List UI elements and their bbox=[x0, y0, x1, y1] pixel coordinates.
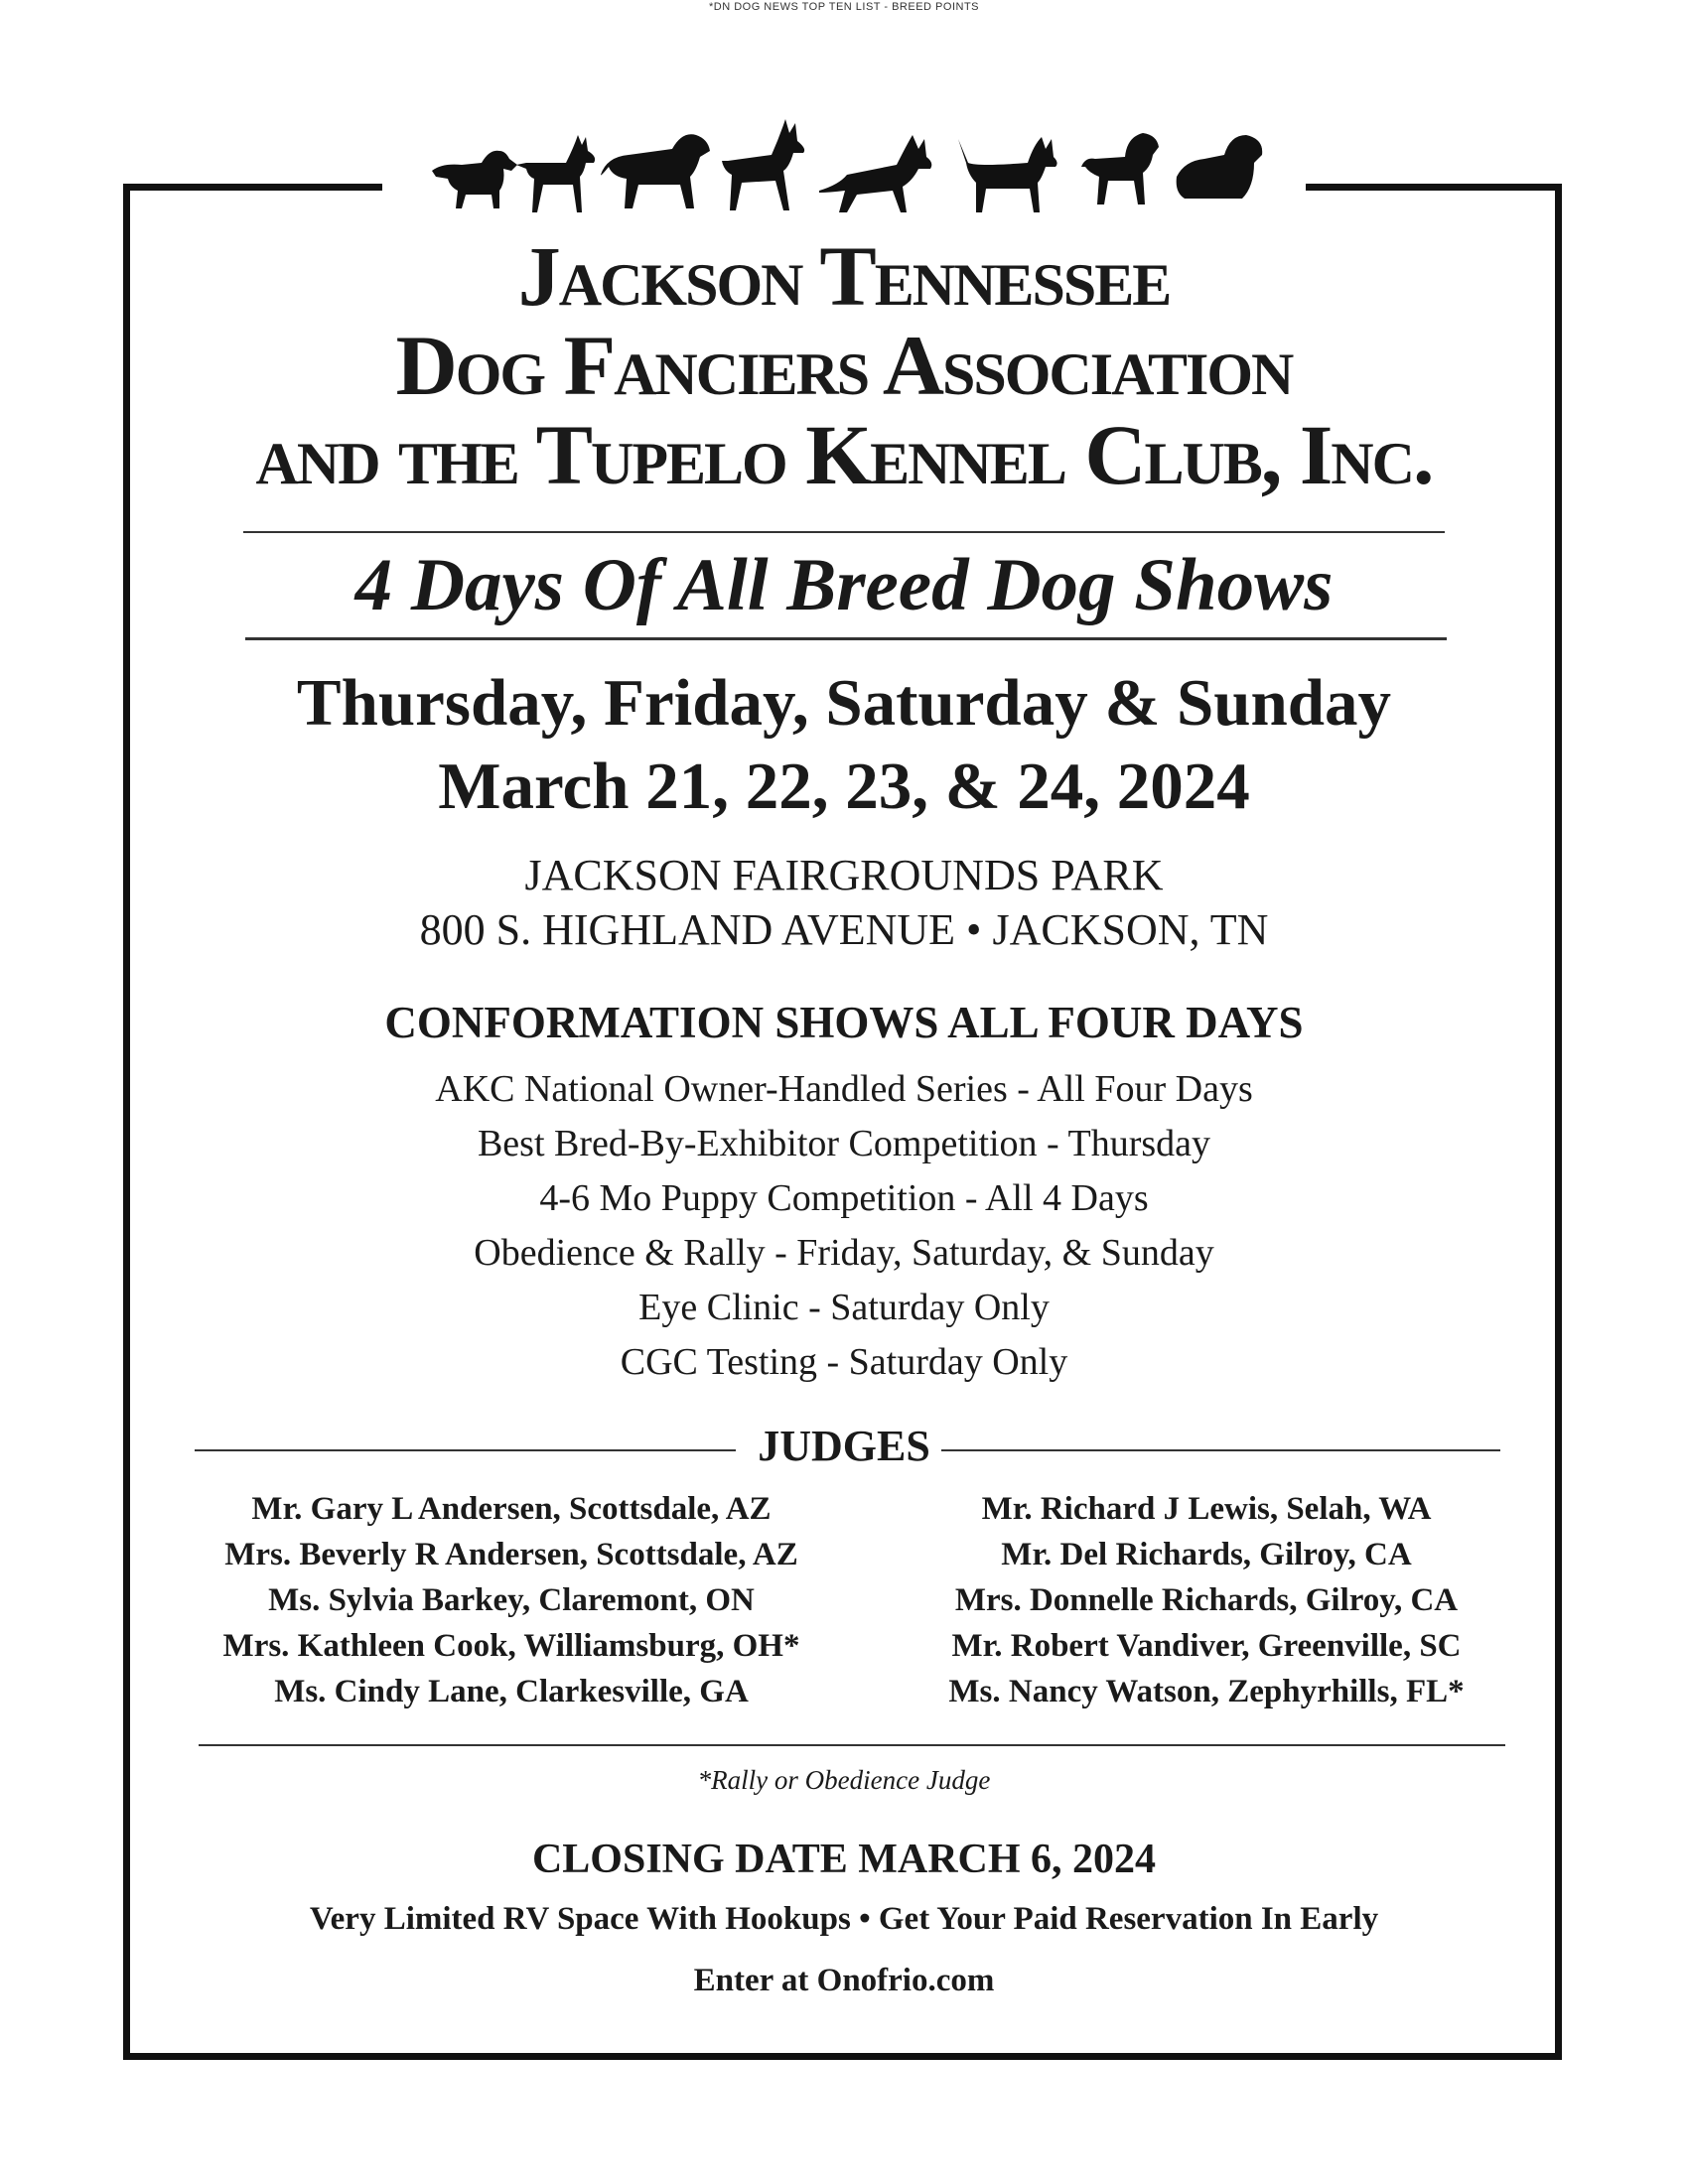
show-dates: March 21, 22, 23, & 24, 2024 bbox=[438, 750, 1250, 823]
divider bbox=[243, 531, 1445, 533]
dog-icon bbox=[432, 151, 517, 208]
judge-entry: Mrs. Beverly R Andersen, Scottsdale, AZ bbox=[224, 1537, 798, 1572]
dog-icon bbox=[1081, 133, 1159, 205]
dog-icon bbox=[1177, 135, 1263, 199]
dog-icon bbox=[516, 135, 595, 212]
judges-left-column bbox=[179, 1486, 844, 1714]
running-head: *DN DOG NEWS TOP TEN LIST - BREED POINTS bbox=[708, 1, 980, 13]
judge-entry: Ms. Cindy Lane, Clarkesville, GA bbox=[274, 1674, 749, 1709]
judge-entry: Mr. Richard J Lewis, Selah, WA bbox=[981, 1491, 1432, 1527]
judge-entry: Mr. Robert Vandiver, Greenville, SC bbox=[951, 1628, 1462, 1664]
event-item: 4-6 Mo Puppy Competition - All 4 Days bbox=[539, 1177, 1149, 1219]
dog-icon bbox=[958, 137, 1057, 212]
venue-name: JACKSON FAIRGROUNDS PARK bbox=[524, 851, 1164, 899]
judge-note: *Rally or Obedience Judge bbox=[697, 1765, 991, 1795]
venue-address: 800 S. HIGHLAND AVENUE • JACKSON, TN bbox=[419, 905, 1269, 954]
judge-entry: Mr. Gary L Andersen, Scottsdale, AZ bbox=[251, 1491, 772, 1527]
subtitle: 4 Days Of All Breed Dog Shows bbox=[354, 544, 1334, 626]
events-list bbox=[0, 1062, 1688, 1390]
judge-entry: Mrs. Donnelle Richards, Gilroy, CA bbox=[954, 1582, 1459, 1618]
title-line-3: and the Tupelo Kennel Club, Inc. bbox=[255, 407, 1433, 502]
event-item: Eye Clinic - Saturday Only bbox=[638, 1287, 1050, 1328]
judge-entry: Mr. Del Richards, Gilroy, CA bbox=[1001, 1537, 1412, 1572]
judges-heading: JUDGES bbox=[758, 1422, 930, 1470]
show-days: Thursday, Friday, Saturday & Sunday bbox=[296, 666, 1392, 740]
event-item: AKC National Owner-Handled Series - All Four Days bbox=[435, 1068, 1253, 1110]
divider bbox=[941, 1449, 1500, 1451]
dog-silhouettes-icon bbox=[422, 111, 1276, 218]
judge-entry: Ms. Nancy Watson, Zephyrhills, FL* bbox=[948, 1674, 1465, 1709]
dog-icon bbox=[601, 134, 710, 208]
judge-entry: Ms. Sylvia Barkey, Claremont, ON bbox=[268, 1582, 755, 1618]
judges-right-column bbox=[874, 1486, 1539, 1714]
event-item: CGC Testing - Saturday Only bbox=[620, 1341, 1068, 1383]
title-line-1: Jackson Tennessee bbox=[517, 228, 1171, 324]
rv-note: Very Limited RV Space With Hookups • Get Your Paid Reservation In Early bbox=[309, 1901, 1379, 1937]
event-item: Best Bred-By-Exhibitor Competition - Thursday bbox=[477, 1123, 1211, 1164]
dog-icon bbox=[819, 135, 931, 212]
closing-date: CLOSING DATE MARCH 6, 2024 bbox=[531, 1837, 1157, 1882]
dog-icon bbox=[722, 119, 804, 210]
judge-entry: Mrs. Kathleen Cook, Williamsburg, OH* bbox=[222, 1628, 800, 1664]
title-line-2: Dog Fanciers Association bbox=[395, 318, 1293, 413]
divider bbox=[199, 1744, 1505, 1746]
event-item: Obedience & Rally - Friday, Saturday, & Sunday bbox=[474, 1232, 1214, 1274]
enter-link[interactable]: Enter at Onofrio.com bbox=[693, 1963, 995, 1998]
conformation-heading: CONFORMATION SHOWS ALL FOUR DAYS bbox=[384, 998, 1304, 1047]
divider bbox=[245, 637, 1447, 640]
